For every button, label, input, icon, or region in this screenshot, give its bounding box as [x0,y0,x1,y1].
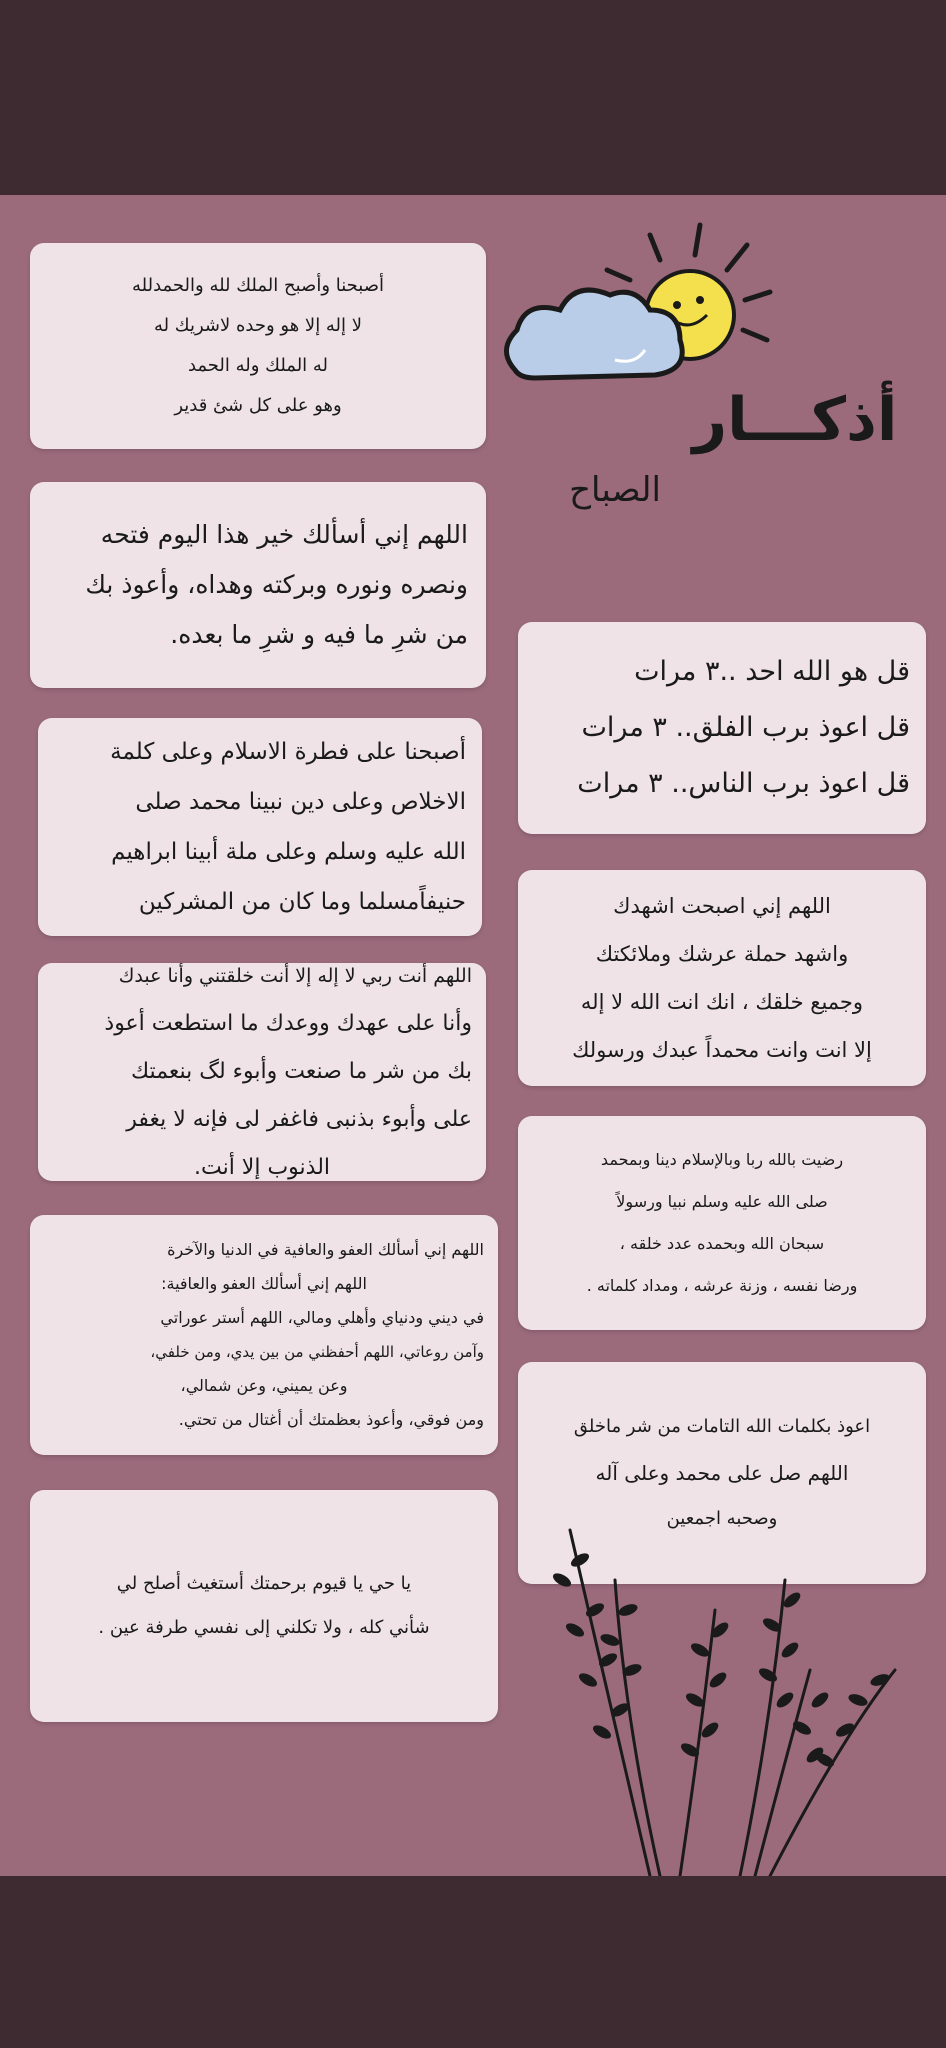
card-line: وصحبه اجمعين [666,1508,778,1529]
card-line: اللهم أنت ربي لا إله إلا أنت خلقتني وأنا عبدك [118,965,472,987]
card-line: اللهم إني أسألك العفو والعافية: [161,1274,367,1293]
card-line: ومن فوقي، وأعوذ بعظمتك أن أغتال من تحتي. [178,1410,484,1429]
card-line: إلا انت وانت محمداً عبدك ورسولك [572,1038,872,1062]
card-line: ونصره ونوره وبركته وهداه، وأعوذ بك [85,570,468,599]
dhikr-card-8 [518,870,926,1086]
card-line: اللهم إني أسألك العفو والعافية في الدنيا والآخرة [167,1240,484,1259]
dhikr-card-2 [30,482,486,688]
card-line: وآمن روعاتي، اللهم أحفظني من بين يدي، ومن خلفي، [150,1343,484,1361]
dhikr-card-7 [518,622,926,834]
page-title: أذكـــار [692,385,898,455]
card-line: اللهم إني أسألك خير هذا اليوم فتحه [100,520,468,549]
card-line: يا حي يا قيوم برحمتك أستغيث أصلح لي [116,1573,412,1594]
dhikr-card-6 [30,1490,498,1722]
card-line: شأني كله ، ولا تكلني إلى نفسي طرفة عين . [98,1617,430,1638]
card-line: في ديني ودنياي وأهلي ومالي، اللهم أستر عوراتي [160,1308,484,1327]
card-line: حنيفاًمسلما وما كان من المشركين [138,889,466,915]
card-line: له الملك وله الحمد [187,355,329,376]
card-line: وهو على كل شئ قدير [174,395,342,416]
card-line: اعوذ بكلمات الله التامات من شر ماخلق [573,1416,871,1437]
card-line: وجميع خلقك ، انك انت الله لا إله [580,990,864,1014]
dhikr-card-5 [30,1215,498,1455]
card-line: على وأبوء بذنبى فاغفر لى فإنه لا يغفر [126,1107,472,1132]
card-line: الله عليه وسلم وعلى ملة أبينا ابراهيم [111,839,466,865]
card-line: رضيت بالله ربا وبالإسلام دينا وبمحمد [600,1150,844,1169]
bottom-frame [0,1876,946,2048]
dhikr-card-9 [518,1116,926,1330]
card-line: قل اعوذ برب الناس.. ٣ مرات [577,768,910,799]
card-line: سبحان الله وبحمده عدد خلقه ، [619,1234,825,1253]
card-line: واشهد حملة عرشك وملائكتك [595,942,849,966]
card-line: صلى الله عليه وسلم نبيا ورسولاً [616,1192,828,1211]
card-line: أصبحنا وأصبح الملك لله والحمدلله [131,275,385,296]
card-line: من شرِ ما فيه و شرِ ما بعده. [170,620,468,649]
plant-icon [540,1500,920,1876]
top-frame [0,0,946,195]
dhikr-card-3 [38,718,482,936]
card-line: وعن يميني، وعن شمالي، [180,1376,348,1395]
card-line: اللهم إني اصبحت اشهدك [613,894,831,918]
card-line: وأنا على عهدك ووعدك ما استطعت أعوذ [104,1011,472,1036]
card-line: بك من شر ما صنعت وأبوء لگ بنعمتك [131,1059,472,1084]
card-line: قل اعوذ برب الفلق.. ٣ مرات [581,712,910,743]
card-line: الذنوب إلا أنت. [193,1155,331,1180]
card-line: أصبحنا على فطرة الاسلام وعلى كلمة [110,739,466,765]
card-line: لا إله إلا هو وحده لاشريك له [153,315,363,336]
card-line: ورضا نفسه ، وزنة عرشه ، ومداد كلماته . [586,1276,858,1295]
card-line: الاخلاص وعلى دين نبينا محمد صلى [135,789,466,815]
dhikr-card-4 [38,963,486,1181]
sun-cloud-art [495,200,775,410]
card-line: قل هو الله احد ..٣ مرات [634,656,910,687]
dhikr-card-1 [30,243,486,449]
page-subtitle: الصباح [569,470,661,510]
card-line: اللهم صل على محمد وعلى آله [595,1461,849,1485]
